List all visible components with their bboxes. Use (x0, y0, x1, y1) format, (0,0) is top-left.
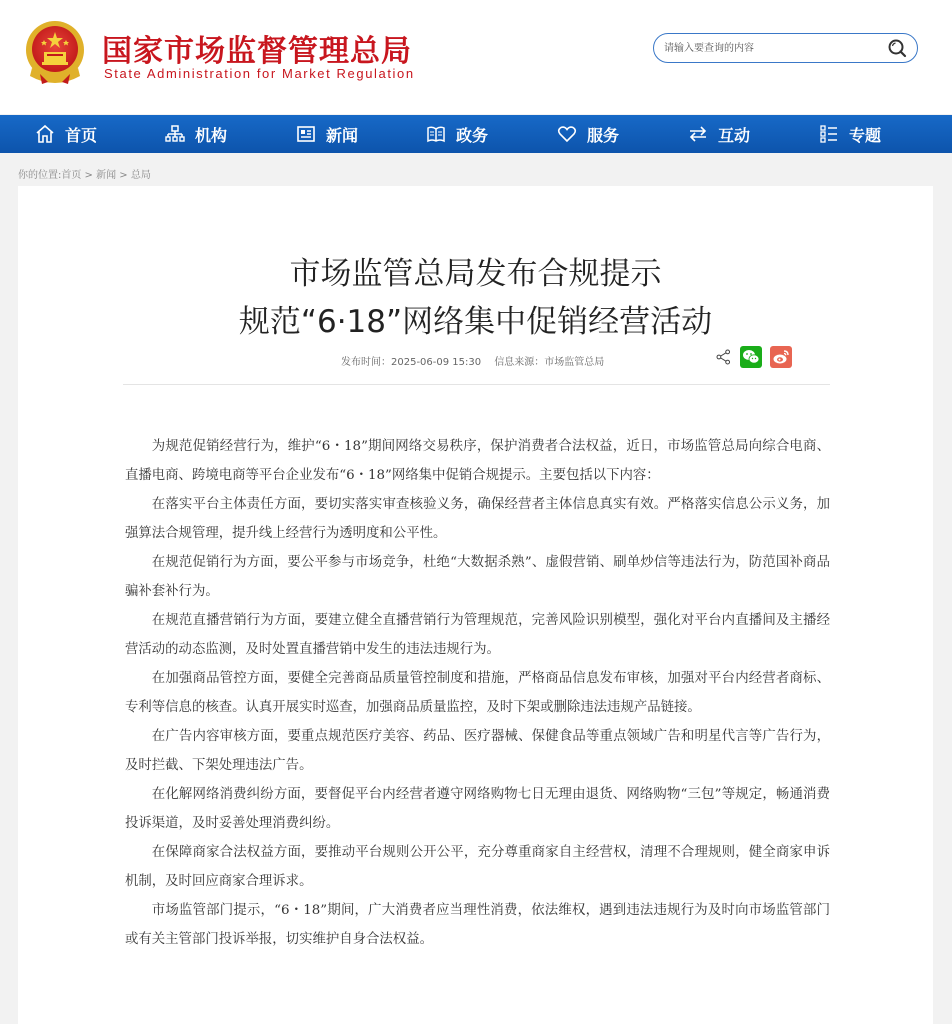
nav-item-services[interactable] (557, 115, 619, 153)
nav-label-home: 首页 (65, 125, 98, 145)
nav-label-topics: 专题 (849, 125, 882, 145)
article-body (125, 432, 830, 954)
article-paragraph: 在规范促销行为方面，要公平参与市场竞争，杜绝“大数据杀熟”、虚假营销、刷单炒信等违法行为，防范国补商品骗补套补行为。 (125, 555, 830, 599)
book-icon (426, 124, 446, 144)
article-title-line1: 市场监管总局发布合规提示 (289, 256, 662, 292)
article-paragraph: 在规范直播营销行为方面，要建立健全直播营销行为管理规范，完善风险识别模型，强化对平台内直播间及主播经营活动的动态监测，及时处置直播营销中发生的违法违规行为。 (125, 613, 830, 657)
site-name-english: State Administration for Market Regulation (104, 66, 415, 81)
nav-label-news: 新闻 (326, 125, 359, 145)
article-paragraph: 在保障商家合法权益方面，要推动平台规则公开公平，充分尊重商家自主经营权，清理不合理规则，健全商家申诉机制，及时回应商家合理诉求。 (125, 845, 830, 889)
site-header (0, 0, 952, 114)
main-nav (0, 115, 952, 153)
news-icon (296, 124, 316, 144)
article-title-line2: 规范“6·18”网络集中促销经营活动 (238, 304, 713, 340)
nav-label-services: 服务 (587, 125, 620, 145)
nav-item-organization[interactable] (165, 115, 227, 153)
home-icon (35, 124, 55, 144)
article-paragraph: 市场监管部门提示，“6・18”期间，广大消费者应当理性消费，依法维权，遇到违法违规行为及时向市场监管部门或有关主管部门投诉举报，切实维护自身合法权益。 (125, 903, 830, 947)
nav-label-organization: 机构 (195, 125, 228, 145)
article-container (18, 186, 933, 1024)
nav-label-government-affairs: 政务 (456, 125, 489, 145)
weibo-icon[interactable] (770, 346, 792, 368)
share-bar (716, 346, 800, 368)
article-paragraph: 在加强商品管控方面，要健全完善商品质量管控制度和措施，严格商品信息发布审核，加强对平台内经营者商标、专利等信息的核查。认真开展实时巡查，加强商品质量监控，及时下架或删除违法违规产品链接。 (125, 671, 830, 715)
site-name: 国家市场监督管理总局 (102, 34, 412, 69)
article-paragraph: 在广告内容审核方面，要重点规范医疗美容、药品、医疗器械、保健食品等重点领域广告和明星代言等广告行为，及时拦截、下架处理违法广告。 (125, 729, 830, 773)
article-paragraph: 在落实平台主体责任方面，要切实落实审查核验义务，确保经营者主体信息真实有效。严格落实信息公示义务，加强算法合规管理，提升线上经营行为透明度和公平性。 (125, 497, 830, 541)
swap-arrows-icon (688, 124, 708, 144)
national-emblem-icon[interactable] (22, 18, 88, 88)
nav-item-news[interactable] (296, 115, 358, 153)
share-icon[interactable] (716, 349, 732, 365)
search-icon[interactable] (886, 38, 908, 58)
nav-item-home[interactable] (35, 115, 97, 153)
title-divider (123, 384, 830, 385)
article-paragraph: 在化解网络消费纠纷方面，要督促平台内经营者遵守网络购物七日无理由退货、网络购物“三包”等规定，畅通消费投诉渠道，及时妥善处理消费纠纷。 (125, 787, 830, 831)
nav-item-government-affairs[interactable] (426, 115, 488, 153)
article-paragraph: 为规范促销经营行为，维护“6・18”期间网络交易秩序，保护消费者合法权益，近日，市场监管总局向综合电商、直播电商、跨境电商等平台企业发布“6・18”网络集中促销合规提示。主要包括以下内容： (125, 439, 830, 483)
heart-icon (557, 124, 577, 144)
nav-label-interaction: 互动 (718, 125, 751, 145)
search-input[interactable] (664, 39, 874, 57)
article-meta (341, 353, 614, 368)
search-box (653, 33, 918, 63)
wechat-icon[interactable] (740, 346, 762, 368)
org-chart-icon (165, 124, 185, 144)
nav-item-interaction[interactable] (688, 115, 750, 153)
info-source: 信息来源：市场监管总局 (494, 357, 605, 368)
publish-time: 发布时间：2025-06-09 15:30 (341, 357, 482, 368)
breadcrumb: 你的位置:首页 > 新闻 > 总局 (18, 170, 151, 181)
list-icon (819, 124, 839, 144)
nav-item-topics[interactable] (819, 115, 881, 153)
